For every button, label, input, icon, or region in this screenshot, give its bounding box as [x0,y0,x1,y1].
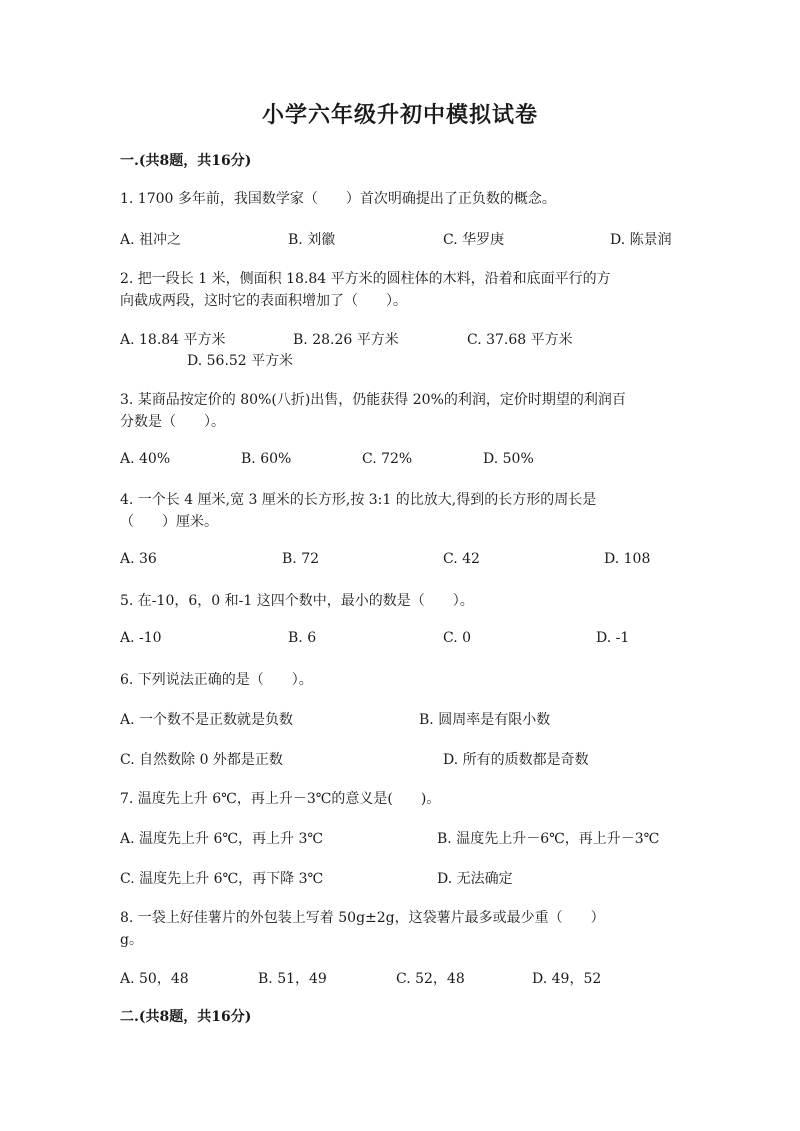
question-2-line-1: 2. 把一段长 1 米，侧面积 18.84 平方米的圆柱体的木料，沿着和底面平行的方 [120,271,611,287]
option-4c: C. 42 [443,551,480,567]
option-2d: D. 56.52 平方米 [187,353,294,369]
question-2-line-2: 向截成两段，这时它的表面积增加了（ ）。 [120,293,407,309]
option-1c: C. 华罗庚 [443,232,505,248]
option-3c: C. 72% [362,451,413,467]
section-heading-1: 一.(共8题，共16分) [120,153,252,169]
option-7c: C. 温度先上升 6℃，再下降 3℃ [120,871,324,887]
section-heading-2: 二.(共8题，共16分) [120,1009,252,1025]
question-3-line-2: 分数是（ ）。 [120,414,225,430]
option-6b: B. 圆周率是有限小数 [419,712,551,728]
option-5c: C. 0 [443,630,472,646]
option-1d: D. 陈景润 [610,232,672,248]
question-6: 6. 下列说法正确的是（ ）。 [120,672,313,688]
option-6c: C. 自然数除 0 外都是正数 [120,752,283,768]
question-4-line-2: （ ）厘米。 [120,514,218,530]
question-7: 7. 温度先上升 6℃，再上升－3℃的意义是( )。 [120,791,441,807]
page-title: 小学六年级升初中模拟试卷 [261,102,538,128]
option-4b: B. 72 [282,551,320,567]
option-7a: A. 温度先上升 6℃，再上升 3℃ [120,831,324,847]
option-7b: B. 温度先上升－6℃，再上升－3℃ [437,831,660,847]
question-1: 1. 1700 多年前，我国数学家（ ）首次明确提出了正负数的概念。 [120,191,556,207]
question-4-line-1: 4. 一个长 4 厘米,宽 3 厘米的长方形,按 3:1 的比放大,得到的长方形的周长是 [120,492,597,508]
option-4a: A. 36 [120,551,157,567]
option-1a: A. 祖冲之 [120,232,182,248]
question-5: 5. 在-10，6，0 和-1 这四个数中，最小的数是（ ）。 [120,593,474,609]
option-5b: B. 6 [288,630,317,646]
option-7d: D. 无法确定 [437,871,513,887]
option-1b: B. 刘徽 [288,232,336,248]
option-8b: B. 51，49 [258,971,327,987]
option-6d: D. 所有的质数都是奇数 [443,752,589,768]
option-8d: D. 49，52 [532,971,602,987]
question-8-line-2: g。 [120,932,143,948]
option-8a: A. 50，48 [120,971,189,987]
option-5a: A. -10 [120,630,162,646]
question-8-line-1: 8. 一袋上好佳薯片的外包装上写着 50g±2g，这袋薯片最多或最少重（ ） [120,910,605,926]
option-3b: B. 60% [241,451,292,467]
question-3-line-1: 3. 某商品按定价的 80%(八折)出售，仍能获得 20%的利润，定价时期望的利润百 [120,392,626,408]
option-2c: C. 37.68 平方米 [467,332,573,348]
option-4d: D. 108 [604,551,651,567]
option-5d: D. -1 [596,630,630,646]
option-3d: D. 50% [483,451,534,467]
option-6a: A. 一个数不是正数就是负数 [120,712,294,728]
option-2b: B. 28.26 平方米 [293,332,399,348]
option-2a: A. 18.84 平方米 [120,332,226,348]
option-3a: A. 40% [120,451,171,467]
option-8c: C. 52，48 [396,971,465,987]
